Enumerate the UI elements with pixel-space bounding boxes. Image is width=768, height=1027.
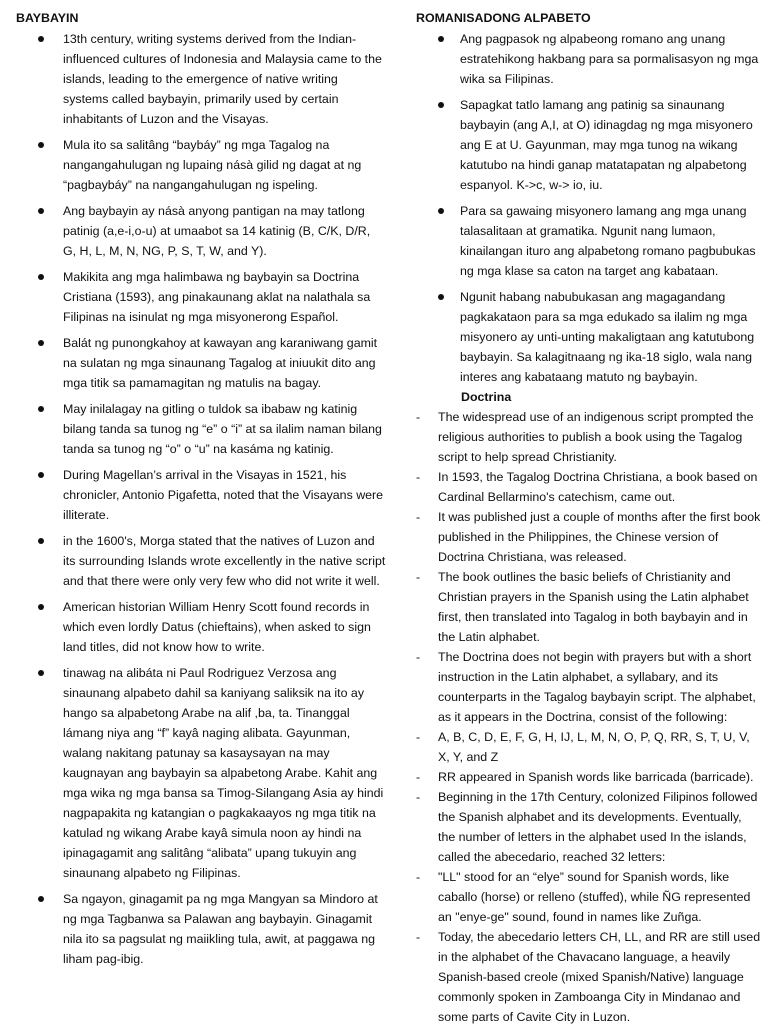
bullet-item <box>16 333 386 393</box>
bullet-item <box>416 201 762 281</box>
bullet-item <box>16 663 386 883</box>
dash-text: Today, the abecedario letters CH, LL, and RR are still used in the alphabet of the Chavacano language, a heavily Spanish-based creole (mixed Spanish/Native) language commonly spoken in Zamboanga City in Mindanao and some parts of Cavite City in Luzon. <box>438 930 761 1024</box>
bullet-text: 13th century, writing systems derived from the Indian-influenced cultures of Indonesia and Malaysia came to the islands, leading to the emergence of native writing systems called baybayin, primarily used by certain inhabitants of Luzon and the Visayas. <box>63 32 382 126</box>
bullet-icon <box>438 102 444 108</box>
dash-text: "LL" stood for an “elye” sound for Spanish words, like caballo (horse) or relleno (stuffed), while ÑG represented an "enye-ge" sound, found in names like Zuñga. <box>438 870 751 924</box>
romanisadong-bullet-list <box>416 29 762 387</box>
dash-marker: - <box>416 470 421 484</box>
bullet-text: Ang baybayin ay násà anyong pantigan na may tatlong patinig (a,e-i,o-u) at umaabot sa 14 katinig (B, C/K, D/R, G, H, L, M, N, NG, P, S, T, W, and Y). <box>63 204 371 258</box>
dash-item <box>416 927 762 1027</box>
bullet-item <box>16 267 386 327</box>
dash-text: The widespread use of an indigenous script prompted the religious authorities to publish a book using the Tagalog script to help spread Christianity. <box>438 410 754 464</box>
dash-item <box>416 727 762 767</box>
bullet-text: Balát ng punongkahoy at kawayan ang karaniwang gamit na sulatan ng mga sinaunang Tagalog at iniuukit dito ang mga titik sa pamamagitan ng matulis na bagay. <box>63 336 378 390</box>
dash-marker: - <box>416 770 421 784</box>
dash-item <box>416 567 762 647</box>
dash-item <box>416 767 762 787</box>
bullet-icon <box>38 896 44 902</box>
romanisadong-alpabeto-heading: ROMANISADONG ALPABETO <box>416 11 591 25</box>
bullet-text: Ngunit habang nabubukasan ang magagandang pagkakataon para sa mga edukado sa ilalim ng mga misyonero ay unti-unting makaligtaan ang katutubong baybayin. Sa kalagitnaang ng ika-18 siglo, wala nang interes ang kabataang matuto ng baybayin. <box>460 290 755 384</box>
bullet-icon <box>38 340 44 346</box>
dash-item <box>416 467 762 507</box>
dash-marker: - <box>416 410 421 424</box>
bullet-item <box>16 465 386 525</box>
bullet-text: Mula ito sa salitâng “baybáy” ng mga Tagalog na nangangahulugan ng lupaing násà gilid ng dagat at ng “pagbaybáy” na nangangahulugan ng ispeling. <box>63 138 362 192</box>
romanisadong-alpabeto-column <box>416 10 762 1027</box>
bullet-icon <box>438 36 444 42</box>
bullet-item <box>16 597 386 657</box>
bullet-icon <box>38 274 44 280</box>
bullet-text: in the 1600's, Morga stated that the natives of Luzon and its surrounding Islands wrote excellently in the native script and that there were only very few who did not write it well. <box>63 534 386 588</box>
doctrina-subheading: Doctrina <box>461 390 512 404</box>
bullet-icon <box>38 36 44 42</box>
dash-item <box>416 647 762 727</box>
bullet-icon <box>38 406 44 412</box>
baybayin-bullet-list <box>16 29 386 969</box>
dash-item <box>416 867 762 927</box>
bullet-text: tinawag na alibáta ni Paul Rodriguez Verzosa ang sinaunang alpabeto dahil sa kaniyang saliksik na ito ay hango sa alpabetong Arabe na alif ,ba, ta. Tinanggal lámang niya ang “f” kayâ naging alibata. Gayunman, walang nakitang patunay sa kasaysayan na may kaugnayan ang baybayin sa alpabetong Arabe. Kahit ang mga wika ng mga bansa sa Timog-Silangang Asia ay hindi nagpapakita ng katangian o pagkakaayos ng mga titik na katulad ng wikang Arabe kayâ simula noon ay hindi na ipinagagamit ang salitâng “alibata” upang tukuyin ang sinaunang alpabeto ng Filipinas. <box>63 666 384 880</box>
dash-marker: - <box>416 730 421 744</box>
dash-item <box>416 787 762 867</box>
baybayin-column <box>16 10 386 975</box>
bullet-icon <box>38 472 44 478</box>
bullet-text: Sapagkat tatlo lamang ang patinig sa sinaunang baybayin (ang A,I, at O) idinagdag ng mga misyonero ang E at U. Gayunman, may mga tunog na wikang katutubo na hindi ganap matatapatan ng alpabetong espanyol. K->c, w-> io, iu. <box>460 98 753 192</box>
dash-marker: - <box>416 570 421 584</box>
dash-text: In 1593, the Tagalog Doctrina Christiana, a book based on Cardinal Bellarmino's catechism, came out. <box>438 470 758 504</box>
dash-item <box>416 507 762 567</box>
dash-marker: - <box>416 650 421 664</box>
dash-text: RR appeared in Spanish words like barricada (barricade). <box>438 770 754 784</box>
dash-marker: - <box>416 930 421 944</box>
dash-marker: - <box>416 870 421 884</box>
bullet-icon <box>438 294 444 300</box>
bullet-item <box>16 201 386 261</box>
bullet-item <box>16 29 386 129</box>
bullet-text: Ang pagpasok ng alpabeong romano ang unang estratehikong hakbang para sa pormalisasyon ng mga wika sa Filipinas. <box>460 32 759 86</box>
bullet-icon <box>38 670 44 676</box>
dash-text: It was published just a couple of months after the first book published in the Philippines, the Chinese version of Doctrina Christiana, was released. <box>438 510 761 564</box>
baybayin-heading: BAYBAYIN <box>16 11 79 25</box>
bullet-icon <box>438 208 444 214</box>
bullet-icon <box>38 538 44 544</box>
dash-text: Beginning in the 17th Century, colonized Filipinos followed the Spanish alphabet and its developments. Eventually, the number of letters in the alphabet used In the islands, called the abecedario, reached 32 letters: <box>438 790 758 864</box>
bullet-text: May inilalagay na gitling o tuldok sa ibabaw ng katinig bilang tanda sa tunog ng “e” o “i” at sa ilalim naman bilang tanda sa tunog ng “o” o “u” na kasáma ng katinig. <box>63 402 382 456</box>
bullet-text: Makikita ang mga halimbawa ng baybayin sa Doctrina Cristiana (1593), ang pinakaunang aklat na nalathala sa Filipinas na isinulat ng mga misyonerong Español. <box>63 270 371 324</box>
bullet-text: Para sa gawaing misyonero lamang ang mga unang talasalitaan at gramatika. Ngunit nang lumaon, kinailangan ituro ang alpabetong romano pagbubukas ng mga klase sa caton na target ang kabataan. <box>460 204 756 278</box>
dash-item <box>416 407 762 467</box>
dash-marker: - <box>416 510 421 524</box>
bullet-text: During Magellan’s arrival in the Visayas in 1521, his chronicler, Antonio Pigafetta, noted that the Visayans were illiterate. <box>63 468 384 522</box>
bullet-icon <box>38 142 44 148</box>
dash-text: A, B, C, D, E, F, G, H, IJ, L, M, N, O, P, Q, RR, S, T, U, V, X, Y, and Z <box>438 730 750 764</box>
bullet-item <box>416 95 762 195</box>
doctrina-dash-list <box>416 407 762 1027</box>
bullet-text: Sa ngayon, ginagamit pa ng mga Mangyan sa Mindoro at ng mga Tagbanwa sa Palawan ang baybayin. Ginagamit nila ito sa pagsulat ng maiikling tula, awit, at paggawa ng liham pag-ibig. <box>63 892 378 966</box>
bullet-item <box>16 399 386 459</box>
bullet-icon <box>38 604 44 610</box>
bullet-item <box>16 889 386 969</box>
bullet-item <box>416 29 762 89</box>
dash-marker: - <box>416 790 421 804</box>
bullet-icon <box>38 208 44 214</box>
bullet-item <box>16 135 386 195</box>
dash-text: The Doctrina does not begin with prayers but with a short instruction in the Latin alphabet, a syllabary, and its counterparts in the Tagalog baybayin script. The alphabet, as it appears in the Doctrina, consist of the following: <box>438 650 756 724</box>
bullet-item <box>416 287 762 387</box>
bullet-text: American historian William Henry Scott found records in which even lordly Datus (chieftains), when asked to sign land titles, did not know how to write. <box>63 600 371 654</box>
dash-text: The book outlines the basic beliefs of Christianity and Christian prayers in the Spanish using the Latin alphabet first, then translated into Tagalog in both baybayin and in the Latin alphabet. <box>438 570 749 644</box>
bullet-item <box>16 531 386 591</box>
